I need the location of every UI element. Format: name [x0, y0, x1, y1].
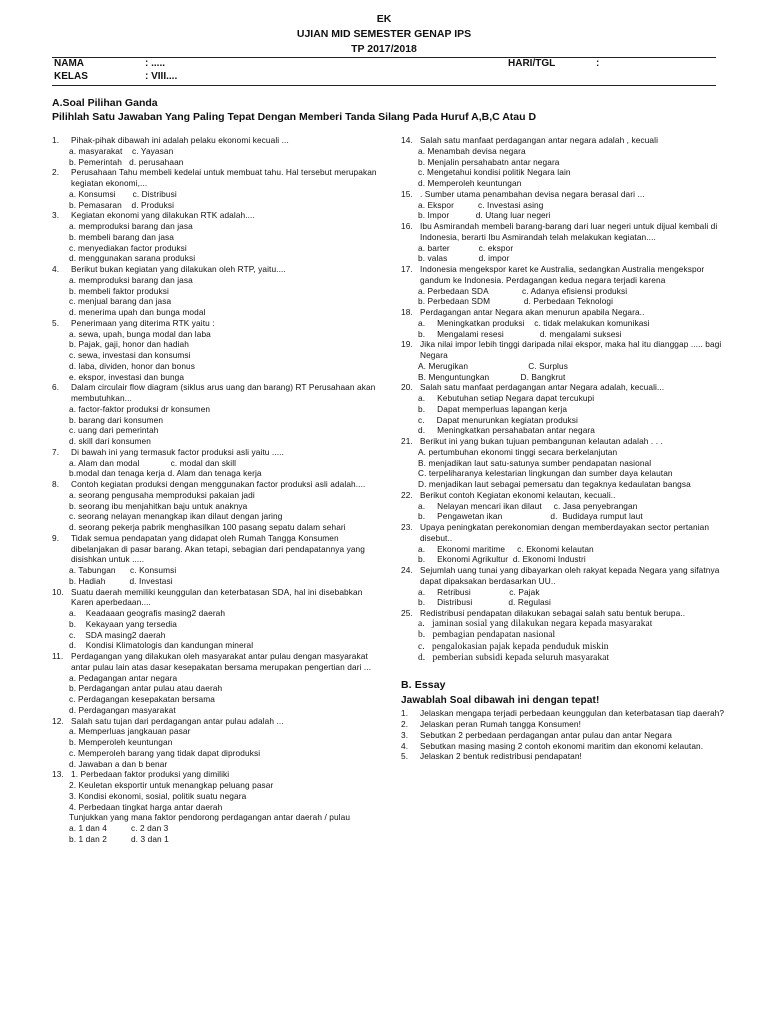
question-row — [401, 608, 731, 619]
answer-option: e. ekspor, investasi dan bunga — [69, 371, 185, 382]
answer-option: d. skill dari konsumen — [69, 436, 151, 446]
question-row — [52, 264, 386, 275]
answer-option: a. Perbedaan SDA c. Adanya efisiensi produksi — [418, 285, 628, 296]
answer-option: a. Alam dan modal c. modal dan skill — [69, 457, 237, 468]
essay-question-row — [401, 719, 731, 730]
essay-number: 3. — [401, 729, 409, 740]
answer-option: d. Jawaban a dan b benar — [69, 758, 168, 769]
question-text: Jika nilai impor lebih tinggi daripada nilai ekspor, maka hal itu dianggap ..... bagi Negara — [420, 339, 722, 360]
answer-option: b. Impor d. Utang luar negeri — [418, 210, 551, 221]
answer-option: B. menjadikan laut satu-satunya sumber pendapatan nasional — [418, 457, 652, 468]
question-row — [52, 769, 386, 780]
answer-option: a. seorang pengusaha memproduksi pakaian jadi — [69, 489, 255, 500]
question-number: 23. — [401, 522, 413, 532]
answer-option: b. Pemasaran d. Produksi — [69, 199, 175, 210]
answer-option: D. menjadikan laut sebagai pemersatu dan tegaknya kedaulatan bangsa — [418, 479, 691, 489]
answer-option: d. laba, dividen, honor dan bonus — [69, 360, 196, 371]
question-number: 2. — [52, 167, 60, 178]
answer-option: a. barter c. ekspor — [418, 242, 514, 253]
question-text: Berikut ini yang bukan tujuan pembangunan kelautan adalah . . . — [420, 436, 663, 446]
answer-option: a. masyarakat c. Yayasan — [69, 145, 174, 156]
question-number: 20. — [401, 382, 413, 393]
question-row — [401, 307, 731, 318]
question-text: Perdagangan yang dilakukan oleh masyarakat antar pulau dengan masyarakat antar pulau lain atas dasar kesepakatan bersama merupakan pengertian dari ... — [71, 651, 372, 672]
answer-option: 2. Keuletan eksportir untuk menangkap peluang pasar — [69, 780, 274, 790]
hari-value: : — [596, 58, 600, 69]
answer-option: b. 1 dan 2 d. 3 dan 1 — [69, 833, 169, 844]
answer-option: b. seorang ibu menjahitkan baju untuk anaknya — [69, 500, 248, 511]
answer-option: a. Retribusi c. Pajak — [418, 586, 540, 597]
question-row — [52, 651, 386, 673]
answer-option: a. sewa, upah, bunga modal dan laba — [69, 328, 211, 339]
essay-text: Sebutkan masing masing 2 contoh ekonomi maritim dan ekonomi kelautan. — [420, 740, 704, 751]
answer-option: a. Pedagangan antar negara — [69, 672, 178, 683]
answer-option: 4. Perbedaan tingkat harga antar daerah — [69, 801, 223, 812]
answer-option: d. seorang pekerja pabrik menghasilkan 100 pasang sepatu dalam sehari — [69, 522, 346, 532]
answer-option: d. Perdagangan masyarakat — [69, 704, 176, 715]
answer-option: B. Menguntungkan D. Bangkrut — [418, 371, 566, 382]
answer-option: b. Perdagangan antar pulau atau daerah — [69, 683, 223, 694]
question-number: 15. — [401, 188, 413, 199]
question-text: Ibu Asmirandah membeli barang-barang dari luar negeri untuk dijual kembali di Indonesia, berarti Ibu Asmirandah telah melakukan kegiatan.... — [420, 221, 718, 242]
answer-option: c. sewa, investasi dan konsumsi — [69, 350, 191, 360]
essay-text: Jelaskan mengapa terjadi perbedaan keunggulan dan keterbatasan tiap daerah? — [420, 708, 725, 719]
answer-option: C. terpeliharanya kelestarian lingkungan dan sumber daya kelautan — [418, 468, 673, 479]
section-b-instruction: Jawablah Soal dibawah ini dengan tepat! — [401, 695, 600, 707]
answer-option: b. Ekonomi Agrikultur d. Ekonomi Industri — [418, 554, 586, 565]
answer-option: b. barang dari konsumen — [69, 414, 164, 425]
question-row — [401, 382, 731, 393]
question-text: Penerimaan yang diterima RTK yaitu : — [71, 317, 215, 328]
question-number: 1. — [52, 135, 60, 145]
essay-text: Jelaskan 2 bentuk redistribusi pendapatan! — [420, 751, 582, 762]
answer-option: a. jaminan sosial yang dilakukan negara kepada masyarakat — [418, 618, 653, 629]
question-number: 18. — [401, 307, 413, 317]
question-row — [401, 339, 731, 361]
question-row — [52, 447, 386, 458]
answer-option: c. SDA masing2 daerah — [69, 629, 166, 640]
question-text: Kegiatan ekonomi yang dilakukan RTK adalah.... — [71, 210, 255, 221]
question-number: 4. — [52, 264, 60, 274]
question-text: Pihak-pihak dibawah ini adalah pelaku ekonomi kecuali ... — [71, 135, 289, 145]
essay-question-row — [401, 751, 731, 762]
answer-option: b. valas d. impor — [418, 253, 510, 264]
question-number: 12. — [52, 715, 64, 726]
question-text: Salah satu manfaat perdagangan antar Negara adalah, kecuali... — [420, 382, 665, 393]
answer-option: a. Keadaaan geografis masing2 daerah — [69, 608, 226, 618]
answer-option: a. Konsumsi c. Distribusi — [69, 188, 177, 199]
essay-text: Jelaskan peran Rumah tangga Konsumen! — [420, 719, 581, 730]
answer-option: b. pembagian pendapatan nasional — [418, 630, 556, 641]
answer-option: d. Kondisi Klimatologis dan kandungan mineral — [69, 640, 254, 651]
answer-option: d. menggunakan sarana produksi — [69, 253, 196, 264]
essay-question-row — [401, 730, 731, 741]
answer-option: b. Pemerintah d. perusahaan — [69, 156, 184, 167]
answer-option: a. Meningkatkan produksi c. tidak melakukan komunikasi — [418, 317, 650, 328]
answer-option: b. Pengawetan ikan d. Budidaya rumput laut — [418, 511, 643, 522]
question-text: Berikut contoh Kegiatan ekonomi kelautan, kecuali.. — [420, 489, 616, 500]
question-text: Di bawah ini yang termasuk factor produksi asli yaitu ..... — [71, 446, 284, 457]
question-row — [401, 264, 731, 286]
question-row — [52, 318, 386, 329]
answer-option: A. Merugikan C. Surplus — [418, 360, 568, 371]
question-text: . Sumber utama penambahan devisa negara berasal dari ... — [420, 188, 645, 199]
question-number: 14. — [401, 135, 413, 145]
question-row — [401, 522, 731, 544]
section-a-instruction: Pilihlah Satu Jawaban Yang Paling Tepat Dengan Memberi Tanda Silang Pada Huruf A,B,C Atau D — [52, 111, 537, 123]
answer-option: c. Memperoleh barang yang tidak dapat diproduksi — [69, 747, 261, 758]
question-text: Tidak semua pendapatan yang didapat oleh Rumah Tangga Konsumen dibelanjakan di pasar barang. Akan tetapi, sebagian dari pendapatannya yang disishkan untuk ..... — [71, 532, 365, 565]
question-number: 9. — [52, 532, 60, 543]
nama-value: : ..... — [145, 58, 165, 69]
hari-label: HARI/TGL — [508, 58, 556, 69]
answer-option: b.modal dan tenaga kerja d. Alam dan tenaga kerja — [69, 468, 262, 479]
question-row — [52, 479, 386, 490]
answer-option: c. seorang nelayan menangkap ikan dilaut dengan jaring — [69, 511, 283, 522]
question-text: Salah satu tujan dari perdagangan antar pulau adalah ... — [71, 715, 284, 726]
answer-option: a. Ekspor c. Investasi asing — [418, 199, 544, 210]
question-text: Upaya peningkatan perekonomian dengan memberdayakan sector pertanian disebut.. — [420, 522, 710, 543]
question-row — [52, 716, 386, 727]
question-text: Indonesia mengekspor karet ke Australia, sedangkan Australia mengekspor gandum ke Indonesia. Perdagangan kedua negara terjadi karena — [420, 264, 705, 285]
question-number: 3. — [52, 210, 60, 221]
answer-option: b. Distribusi d. Regulasi — [418, 597, 551, 608]
answer-option: c. menyediakan factor produksi — [69, 242, 187, 253]
divider-bottom — [52, 85, 716, 86]
kelas-label: KELAS — [54, 71, 88, 82]
question-row — [401, 135, 731, 146]
question-row — [52, 533, 386, 565]
question-number: 19. — [401, 339, 413, 350]
question-row — [52, 210, 386, 221]
answer-option: A. pertumbuhan ekonomi tinggi secara berkelanjutan — [418, 446, 618, 457]
answer-option: b. membeli faktor produksi — [69, 285, 169, 296]
exam-title: UJIAN MID SEMESTER GENAP IPS — [296, 28, 472, 40]
answer-option: c. pengalokasian pajak kepada penduduk miskin — [418, 641, 609, 652]
essay-question-row — [401, 708, 731, 719]
answer-option: b. Menjalin persahabatn antar negara — [418, 156, 560, 167]
right-question-column — [401, 135, 731, 762]
question-text: Contoh kegiatan produksi dengan menggunakan factor produksi asli adalah.... — [71, 479, 366, 489]
essay-text: Sebutkan 2 perbedaan perdagangan antar pulau dan antar Negara — [420, 729, 672, 740]
answer-option: c. Dapat menurunkan kegiatan produksi — [418, 414, 578, 425]
answer-option: a. factor-faktor produksi dr konsumen — [69, 403, 211, 414]
answer-option: 3. Kondisi ekonomi, sosial, politik suatu negara — [69, 790, 247, 801]
answer-option: b. Perbedaan SDM d. Perbedaan Teknologi — [418, 296, 614, 307]
essay-number: 5. — [401, 751, 409, 762]
question-text: 1. Perbedaan faktor produksi yang dimiliki — [71, 769, 230, 780]
question-number: 24. — [401, 565, 413, 575]
school-year: TP 2017/2018 — [351, 43, 417, 55]
section-b-title: B. Essay — [401, 679, 446, 692]
answer-option: Tunjukkan yang mana faktor pendorong perdagangan antar daerah / pulau — [69, 812, 351, 823]
question-number: 17. — [401, 264, 413, 274]
question-text: Dalam circulair flow diagram (siklus arus uang dan barang) RT Perusahaan akan membutuhkan... — [71, 382, 376, 403]
answer-option: d. Meningkatkan persahabatan antar negara — [418, 425, 596, 436]
answer-option: a. Tabungan c. Konsumsi — [69, 565, 177, 575]
answer-option: a. Nelayan mencari ikan dilaut c. Jasa penyebrangan — [418, 500, 638, 511]
answer-option: a. Menambah devisa negara — [418, 145, 526, 156]
question-row — [52, 167, 386, 189]
question-text: Redistribusi pendapatan dilakukan sebagai salah satu bentuk berupa.. — [420, 608, 686, 618]
question-text: Perusahaan Tahu membeli kedelai untuk membuat tahu. Hal tersebut merupakan kegiatan ekonomi,... — [71, 167, 377, 188]
answer-option: b. Dapat memperluas lapangan kerja — [418, 403, 568, 414]
question-text: Suatu daerah memiliki keunggulan dan keterbatasan SDA, hal ini disebabkan Karen aperbedaan.... — [71, 586, 363, 608]
answer-option: d. Memperoleh keuntungan — [418, 178, 522, 188]
answer-option: a. memproduksi barang dan jasa — [69, 274, 193, 285]
nama-label: NAMA — [54, 58, 84, 69]
question-row — [401, 221, 731, 243]
answer-option: d. pemberian subsidi kepada seluruh masyarakat — [418, 652, 610, 663]
essay-question-row — [401, 741, 731, 752]
question-text: Berikut bukan kegiatan yang dilakukan oleh RTP, yaitu.... — [71, 264, 286, 274]
answer-option: c. Mengetahui kondisi politik Negara lain — [418, 167, 571, 178]
question-row — [52, 587, 386, 609]
answer-option: c. uang dari pemerintah — [69, 425, 159, 436]
question-number: 21. — [401, 436, 413, 446]
section-a-title: A.Soal Pilihan Ganda — [52, 97, 158, 109]
question-text: Salah satu manfaat perdagangan antar negara adalah , kecuali — [420, 135, 659, 145]
essay-number: 4. — [401, 740, 409, 751]
answer-option: b. Kekayaan yang tersedia — [69, 618, 177, 629]
answer-option: a. Ekonomi maritime c. Ekonomi kelautan — [418, 543, 594, 554]
answer-option: b. Memperoleh keuntungan — [69, 737, 173, 747]
answer-option: b. membeli barang dan jasa — [69, 231, 174, 242]
question-number: 6. — [52, 382, 60, 393]
question-number: 5. — [52, 317, 60, 328]
answer-option: c. menjual barang dan jasa — [69, 296, 172, 307]
question-text: Sejumlah uang tunai yang dibayarkan oleh rakyat kepada Negara yang sifatnya dapat dipaksakan berdasarkan UU.. — [420, 565, 720, 586]
exam-code: EK — [376, 13, 392, 25]
question-number: 16. — [401, 221, 413, 231]
answer-option: b. Mengalami resesi d. mengalami suksesi — [418, 328, 622, 339]
question-number: 22. — [401, 489, 413, 500]
question-row — [52, 135, 386, 146]
answer-option: a. Memperluas jangkauan pasar — [69, 726, 191, 737]
answer-option: a. Kebutuhan setiap Negara dapat tercukupi — [418, 393, 595, 403]
answer-option: a. 1 dan 4 c. 2 dan 3 — [69, 823, 169, 833]
question-row — [401, 490, 731, 501]
essay-number: 1. — [401, 708, 409, 719]
question-row — [52, 382, 386, 404]
question-number: 25. — [401, 608, 413, 618]
answer-option: a. memproduksi barang dan jasa — [69, 221, 193, 231]
kelas-value: : VIII.... — [145, 71, 178, 82]
question-number: 13. — [52, 769, 64, 780]
answer-option: b. Hadiah d. Investasi — [69, 575, 173, 586]
question-row — [401, 565, 731, 587]
answer-option: d. menerima upah dan bunga modal — [69, 307, 206, 317]
question-number: 11. — [52, 651, 64, 661]
question-text: Perdagangan antar Negara akan menurun apabila Negara.. — [420, 307, 645, 317]
question-row — [401, 189, 731, 200]
question-number: 7. — [52, 446, 60, 457]
answer-option: b. Pajak, gaji, honor dan hadiah — [69, 339, 189, 350]
answer-option: c. Perdagangan kesepakatan bersama — [69, 694, 215, 704]
left-question-column — [52, 135, 386, 845]
essay-number: 2. — [401, 719, 409, 730]
question-number: 8. — [52, 479, 60, 489]
question-number: 10. — [52, 586, 64, 597]
question-row — [401, 436, 731, 447]
